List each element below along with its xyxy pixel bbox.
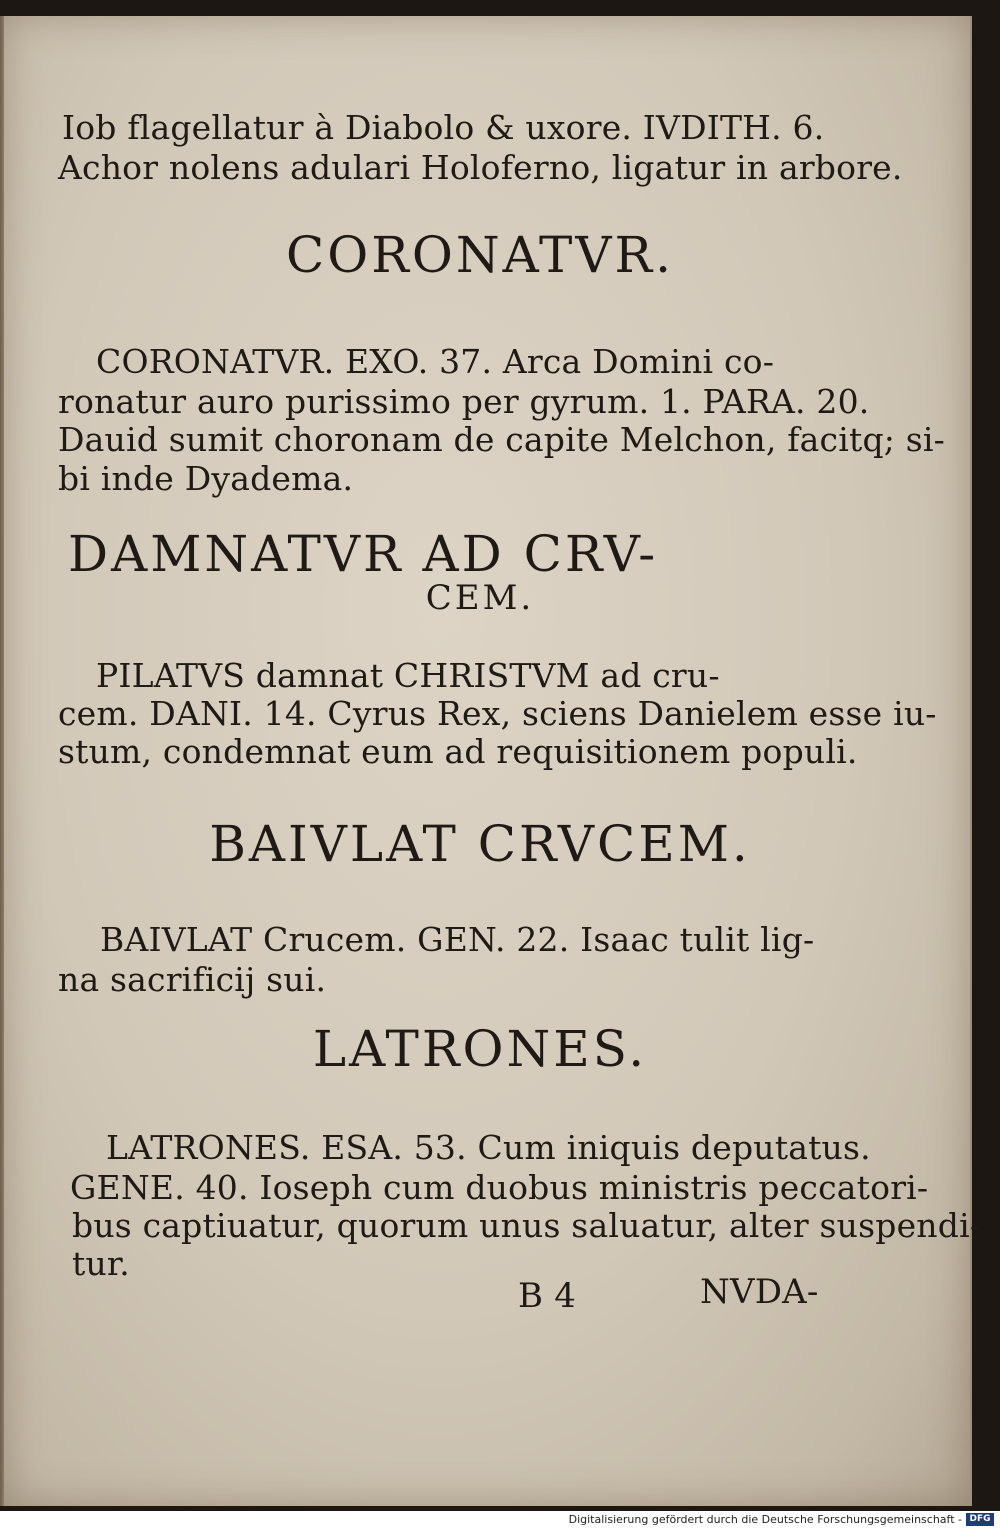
signature-mark: B 4: [518, 1276, 577, 1316]
text-line: CORONATVR. EXO. 37. Arca Domini co-: [96, 342, 775, 381]
text-line: tur.: [72, 1244, 130, 1283]
text-line: bus captiuatur, quorum unus saluatur, alter suspendi-: [72, 1206, 982, 1245]
section-heading: CORONATVR.: [285, 226, 674, 284]
section-heading: BAIVLAT CRVCEM.: [209, 815, 751, 873]
section-heading: DAMNATVR AD CRV-: [68, 525, 659, 583]
section-heading: LATRONES.: [312, 1020, 648, 1078]
text-line: Dauid sumit choronam de capite Melchon, facitq; si-: [58, 420, 946, 459]
text-line: Iob flagellatur à Diabolo & uxore. IVDITH. 6.: [62, 108, 825, 147]
text-line: na sacrificij sui.: [58, 960, 327, 999]
text-line: cem. DANI. 14. Cyrus Rex, sciens Danielem esse iu-: [58, 694, 937, 733]
text-line: bi inde Dyadema.: [58, 459, 354, 498]
text-line: ronatur auro purissimo per gyrum. 1. PARA. 20.: [58, 382, 870, 421]
footer-credit: Digitalisierung gefördert durch die Deutsche Forschungsgemeinschaft -: [568, 1513, 962, 1526]
text-line: stum, condemnat eum ad requisitionem populi.: [58, 732, 858, 771]
text-line: PILATVS damnat CHRISTVM ad cru-: [96, 656, 720, 695]
dfg-logo[interactable]: DFG: [966, 1513, 994, 1526]
footer-bar: [0, 1511, 1000, 1529]
text-line: LATRONES. ESA. 53. Cum iniquis deputatus.: [106, 1128, 871, 1167]
text-line: GENE. 40. Ioseph cum duobus ministris peccatori-: [70, 1168, 929, 1207]
text-line: BAIVLAT Crucem. GEN. 22. Isaac tulit lig-: [100, 920, 815, 959]
text-line: Achor nolens adulari Holoferno, ligatur in arbore.: [58, 148, 903, 187]
catchword: NVDA-: [700, 1272, 819, 1312]
section-heading-continuation: CEM.: [425, 578, 535, 618]
